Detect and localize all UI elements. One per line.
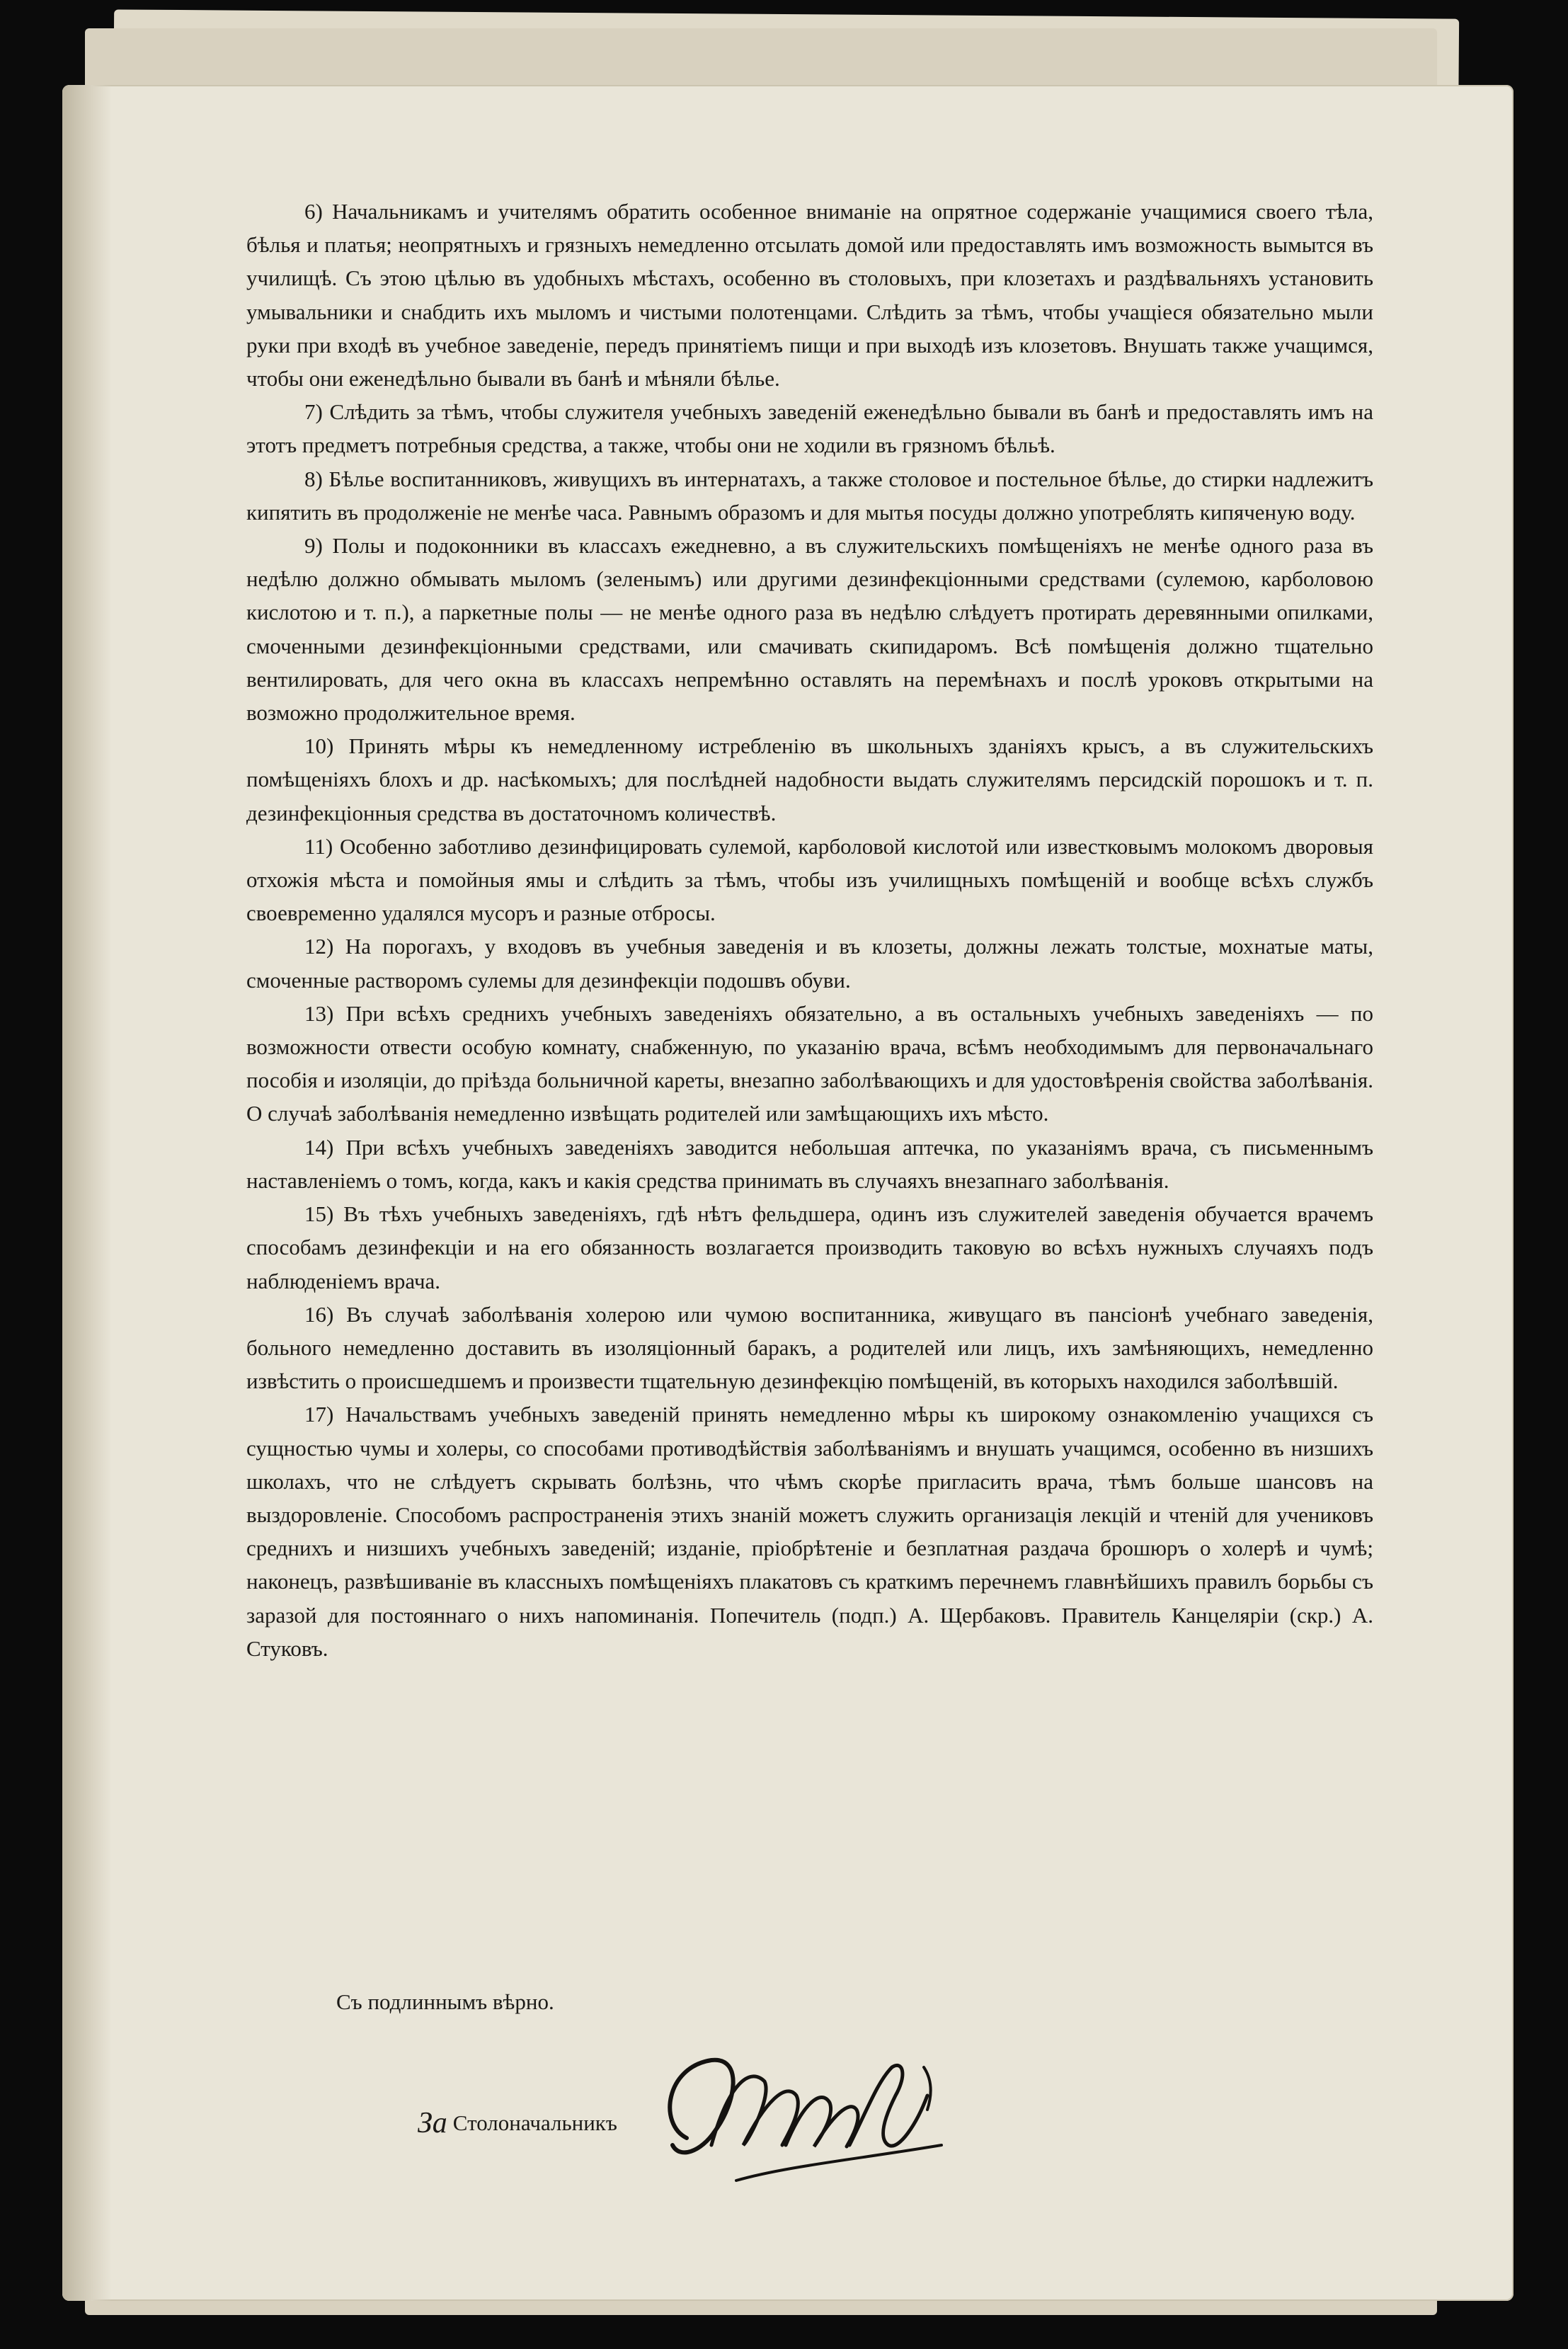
handwritten-signature xyxy=(644,2039,970,2195)
paragraph-17: 17) Начальствамъ учебныхъ заведеній принять немедленно мѣры къ широкому ознакомленію учащихся съ сущностью чумы и холеры, со способами противодѣйствія заболѣваніямъ и внушать учащимся, особенно въ низшихъ школахъ, что не слѣдуетъ скрывать болѣзнь, что чѣмъ скорѣе пригласить врача, тѣмъ больше шансовъ на выздоровленіе. Способомъ распространенія этихъ знаній можетъ служить организація лекцій и чтеній для учениковъ среднихъ и низшихъ учебныхъ заведеній; изданіе, пріобрѣтеніе и безплатная раздача брошюръ о холерѣ и чумѣ; наконецъ, развѣшиваніе въ классныхъ помѣщеніяхъ плакатовъ съ краткимъ перечнемъ главнѣйшихъ правилъ борьбы съ заразой для постояннаго о нихъ напоминанія. Попечитель (подп.) А. Щербаковъ. Правитель Канцеляріи (скр.) А. Стуковъ. xyxy=(246,1402,1373,1661)
paragraph-10: 10) Принять мѣры къ немедленному истребленію въ школьныхъ зданіяхъ крысъ, а въ служительскихъ помѣщеніяхъ блохъ и др. насѣкомыхъ; для послѣдней надобности выдать служителямъ персидскій порошокъ и т. п. дезинфекціонныя средства въ достаточномъ количествѣ. xyxy=(246,733,1373,825)
signature-line xyxy=(418,2106,617,2140)
paragraph-13: 13) При всѣхъ среднихъ учебныхъ заведеніяхъ обязательно, а въ остальныхъ учебныхъ заведеніяхъ — по возможности отвести особую комнату, снабженную, по указанію врача, всѣмъ необходимымъ для первоначальнаго пособія и изоляціи, до пріѣзда больничной кареты, внезапно заболѣвающихъ и для удостовѣренія свойства заболѣванія. О случаѣ заболѣванія немедленно извѣщать родителей или замѣщающихъ ихъ мѣсто. xyxy=(246,1000,1373,1126)
paragraph-16: 16) Въ случаѣ заболѣванія холерою или чумою воспитанника, живущаго въ пансіонѣ учебнаго заведенія, больного немедленно доставить въ изоляціонный баракъ, а родителей или лицъ, ихъ замѣняющихъ, немедленно извѣстить о происшедшемъ и произвести тщательную дезинфекцію помѣщеній, въ которыхъ находился заболѣвшій. xyxy=(246,1301,1373,1394)
paragraph-14: 14) При всѣхъ учебныхъ заведеніяхъ заводится небольшая аптечка, по указаніямъ врача, съ письменнымъ наставленіемъ о томъ, когда, какъ и какія средства принимать въ случаяхъ внезапнаго заболѣванія. xyxy=(246,1134,1373,1193)
signature-prefix: За xyxy=(418,2107,447,2139)
paragraph-6: 6) Начальникамъ и учителямъ обратить особенное вниманіе на опрятное содержаніе учащимися своего тѣла, бѣлья и платья; неопрятныхъ и грязныхъ немедленно отсылать домой или предоставлять имъ возможность вымытся въ училищѣ. Съ этою цѣлью въ удобныхъ мѣстахъ, особенно въ столовыхъ, при клозетахъ и раздѣвальняхъ установить умывальники и снабдить ихъ мыломъ и чистыми полотенцами. Слѣдить за тѣмъ, чтобы учащіеся обязательно мыли руки при входѣ въ учебное заведеніе, передъ принятіемъ пищи и при выходѣ изъ клозетовъ. Внушать также учащимся, чтобы они еженедѣльно бывали въ банѣ и мѣняли бѣлье. xyxy=(246,199,1373,392)
certification-text: Съ подлиннымъ вѣрно. xyxy=(336,1989,554,2014)
document-body xyxy=(246,195,1373,1665)
paragraph-7: 7) Слѣдить за тѣмъ, чтобы служителя учебныхъ заведеній еженедѣльно бывали въ банѣ и предоставлять имъ на этотъ предметъ потребныя средства, а также, чтобы они не ходили въ грязномъ бѣльѣ. xyxy=(246,399,1373,458)
paragraph-9: 9) Полы и подоконники въ классахъ ежедневно, а въ служительскихъ помѣщеніяхъ не менѣе одного раза въ недѣлю должно обмывать мыломъ (зеленымъ) или другими дезинфекціонными средствами (сулемою, карболовою кислотою и т. п.), а паркетные полы — не менѣе одного раза въ недѣлю слѣдуетъ протирать деревянными опилками, смоченными дезинфекціонными средствами, или смачивать скипидаромъ. Всѣ помѣщенія должно тщательно вентилировать, для чего окна въ классахъ непремѣнно оставлять на перемѣнахъ и послѣ уроковъ открытыми на возможно продолжительное время. xyxy=(246,533,1373,726)
paragraph-8: 8) Бѣлье воспитанниковъ, живущихъ въ интернатахъ, а также столовое и постельное бѣлье, до стирки надлежитъ кипятить въ продолженіе не менѣе часа. Равнымъ образомъ и для мытья посуды должно употреблять кипяченую воду. xyxy=(246,466,1373,525)
paragraph-11: 11) Особенно заботливо дезинфицировать сулемой, карболовой кислотой или известковымъ молокомъ дворовыя отхожія мѣста и помойныя ямы и слѣдить за тѣмъ, чтобы изъ училищныхъ помѣщеній и вообще всѣхъ службъ своевременно удалялся мусоръ и разные отбросы. xyxy=(246,833,1373,926)
paragraph-12: 12) На порогахъ, у входовъ въ учебныя заведенія и въ клозеты, должны лежать толстые, мохнатые маты, смоченные растворомъ сулемы для дезинфекціи подошвъ обуви. xyxy=(246,934,1373,993)
paragraph-15: 15) Въ тѣхъ учебныхъ заведеніяхъ, гдѣ нѣтъ фельдшера, одинъ изъ служителей заведенія обучается врачемъ способамъ дезинфекціи и на его обязанность возлагается производить таковую во всѣхъ нужныхъ случаяхъ подъ наблюденіемъ врача. xyxy=(246,1201,1373,1293)
signature-title: Столоначальникъ xyxy=(452,2110,617,2135)
